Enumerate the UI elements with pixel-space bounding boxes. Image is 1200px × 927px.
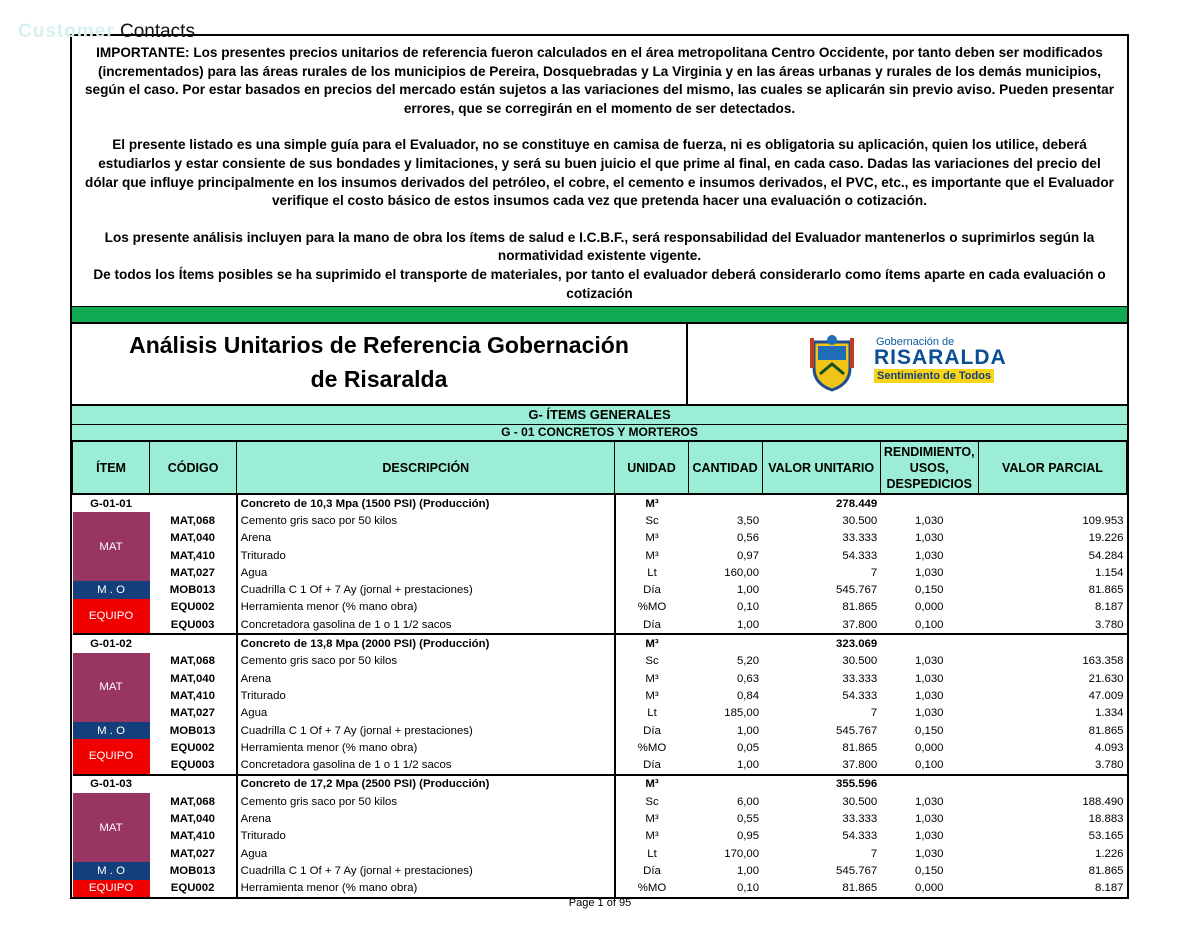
row-yield: 1,030	[915, 655, 944, 668]
row-description: Cemento gris saco por 50 kilos	[237, 793, 615, 810]
row-yield: 0,150	[915, 584, 944, 597]
row-unit: Lt	[615, 564, 688, 581]
row-yield: 1,030	[915, 795, 944, 808]
row-code: MAT,068	[170, 655, 215, 668]
row-quantity: 0,63	[736, 672, 760, 685]
row-yield: 1,030	[915, 549, 944, 562]
group-mo-label: M . O	[73, 722, 150, 739]
row-description: Agua	[237, 845, 615, 862]
row-code: EQU003	[170, 759, 215, 772]
row-yield: 0,100	[915, 759, 944, 772]
item-total: 323.069	[762, 634, 880, 652]
cell-empty	[688, 775, 762, 793]
table-row	[73, 862, 1127, 879]
row-unit: Día	[615, 616, 688, 634]
row-yield: 0,150	[915, 864, 944, 877]
row-description: Arena	[237, 530, 615, 547]
group-mat-label: MAT	[73, 653, 150, 722]
row-quantity: 6,00	[736, 795, 760, 808]
row-description: Herramienta menor (% mano obra)	[237, 739, 615, 756]
item-total: 355.596	[762, 775, 880, 793]
cell-empty	[880, 775, 978, 793]
row-yield: 1,030	[915, 532, 944, 545]
row-yield: 1,030	[915, 830, 944, 843]
row-partial-value: 1.334	[1094, 707, 1124, 720]
row-unit: M³	[615, 530, 688, 547]
row-unit-value: 7	[870, 707, 878, 720]
row-description: Triturado	[237, 547, 615, 564]
row-unit-value: 545.767	[836, 724, 878, 737]
row-unit: Sc	[615, 512, 688, 529]
row-quantity: 3,50	[736, 514, 760, 527]
row-quantity: 160,00	[724, 566, 760, 579]
row-partial-value: 21.630	[1088, 672, 1124, 685]
row-description: Concretadora gasolina de 1 o 1 1/2 sacos	[237, 756, 615, 774]
row-partial-value: 8.187	[1094, 882, 1124, 895]
row-yield: 1,030	[915, 514, 944, 527]
row-unit: Sc	[615, 793, 688, 810]
cell-empty	[150, 634, 237, 652]
row-quantity: 0,05	[736, 741, 760, 754]
row-unit: Lt	[615, 705, 688, 722]
row-quantity: 0,10	[736, 882, 760, 895]
table-row	[73, 739, 1127, 756]
table-row	[73, 828, 1127, 845]
cell-empty	[150, 775, 237, 793]
row-unit-value: 30.500	[842, 514, 878, 527]
row-yield: 0,100	[915, 618, 944, 631]
row-partial-value: 19.226	[1088, 532, 1124, 545]
row-description: Arena	[237, 670, 615, 687]
row-partial-value: 81.865	[1088, 584, 1124, 597]
table-row	[73, 756, 1127, 774]
row-quantity: 0,95	[736, 830, 760, 843]
notice-p1: Los presentes precios unitarios de referencia fueron calculados en el área metropolitana Centro Occidente, por tanto deben ser modificados (incrementados) para las áreas rurales de los municipios de Pereira, Dosquebradas y La Virginia y en las áreas urbanas y rurales de los demás municipios, según el caso. Por estar basados en precios del mercado están sujetos a las variaciones del mismo, las cuales se aplicarán sin previo aviso. Pueden presentar errores, que se corregirán en el momento de ser detectados.	[84, 45, 1115, 116]
cell-empty	[978, 634, 1126, 652]
row-description: Agua	[237, 564, 615, 581]
row-quantity: 1,00	[736, 864, 760, 877]
row-code: MAT,068	[170, 795, 215, 808]
row-description: Cuadrilla C 1 Of + 7 Ay (jornal + prestaciones)	[237, 722, 615, 739]
row-description: Arena	[237, 810, 615, 827]
row-code: MAT,410	[170, 549, 215, 562]
row-unit-value: 30.500	[842, 655, 878, 668]
cell-empty	[978, 494, 1126, 512]
brand-part1: Customer	[18, 21, 115, 42]
item-unit: M³	[615, 775, 688, 793]
row-yield: 0,000	[915, 741, 944, 754]
logo-top-text: Gobernación de	[876, 336, 955, 348]
group-mo-label: M . O	[73, 862, 150, 879]
table-header-row	[73, 441, 1127, 494]
row-unit: %MO	[615, 599, 688, 616]
page-footer: Page 1 of 95	[568, 897, 632, 909]
row-partial-value: 54.284	[1088, 549, 1124, 562]
row-partial-value: 4.093	[1094, 741, 1124, 754]
row-unit: Día	[615, 722, 688, 739]
row-unit-value: 81.865	[842, 882, 878, 895]
row-partial-value: 47.009	[1088, 689, 1124, 702]
row-quantity: 1,00	[736, 618, 760, 631]
table-row	[73, 793, 1127, 810]
group-equipo-label: EQUIPO	[73, 880, 150, 897]
row-quantity: 185,00	[724, 707, 760, 720]
notice-p4: De todos los Ítems posibles se ha suprimido el transporte de materiales, por tanto el evaluador deberá considerarlo como ítems aparte en cada evaluación o cotización	[93, 266, 1106, 301]
col-codigo: CÓDIGO	[150, 441, 237, 494]
document-sheet	[70, 34, 1129, 899]
title-line2: de Risaralda	[310, 366, 448, 392]
item-code: G-01-02	[73, 634, 150, 652]
cell-empty	[880, 634, 978, 652]
row-description: Concretadora gasolina de 1 o 1 1/2 sacos	[237, 616, 615, 634]
row-unit-value: 545.767	[836, 864, 878, 877]
row-unit-value: 7	[870, 566, 878, 579]
row-unit-value: 545.767	[836, 584, 878, 597]
table-row	[73, 616, 1127, 634]
row-unit: Lt	[615, 845, 688, 862]
notice-lead: IMPORTANTE:	[96, 45, 190, 60]
logo-slogan: Sentimiento de Todos	[874, 369, 994, 383]
row-code: MAT,410	[170, 689, 215, 702]
row-partial-value: 1.226	[1094, 847, 1124, 860]
row-yield: 1,030	[915, 566, 944, 579]
gobernacion-logo	[688, 324, 1127, 404]
group-mo-label: M . O	[73, 581, 150, 598]
row-unit-value: 81.865	[842, 601, 878, 614]
item-header-row	[73, 494, 1127, 512]
row-partial-value: 18.883	[1088, 812, 1124, 825]
row-description: Cemento gris saco por 50 kilos	[237, 512, 615, 529]
row-unit-value: 7	[870, 847, 878, 860]
item-unit: M³	[615, 634, 688, 652]
col-descripcion: DESCRIPCIÓN	[237, 441, 615, 494]
table-row	[73, 687, 1127, 704]
row-description: Triturado	[237, 687, 615, 704]
item-description: Concreto de 10,3 Mpa (1500 PSI) (Producción)	[237, 494, 615, 512]
row-partial-value: 109.953	[1082, 514, 1124, 527]
item-description: Concreto de 13,8 Mpa (2000 PSI) (Producción)	[237, 634, 615, 652]
row-yield: 0,000	[915, 882, 944, 895]
group-equipo-label: EQUIPO	[73, 599, 150, 635]
cell-empty	[150, 494, 237, 512]
row-partial-value: 81.865	[1088, 864, 1124, 877]
group-mat-label: MAT	[73, 512, 150, 581]
table-row	[73, 581, 1127, 598]
item-unit: M³	[615, 494, 688, 512]
row-quantity: 5,20	[736, 655, 760, 668]
row-code: MAT,410	[170, 830, 215, 843]
row-unit: M³	[615, 828, 688, 845]
row-yield: 1,030	[915, 707, 944, 720]
row-code: MAT,040	[170, 672, 215, 685]
row-description: Agua	[237, 705, 615, 722]
row-unit: M³	[615, 687, 688, 704]
row-unit: Día	[615, 756, 688, 774]
brand-watermark	[18, 22, 195, 42]
subsection-title: G - 01 CONCRETOS Y MORTEROS	[72, 424, 1127, 440]
section-title: G- ÍTEMS GENERALES	[72, 404, 1127, 424]
item-header-row	[73, 634, 1127, 652]
row-description: Cuadrilla C 1 Of + 7 Ay (jornal + prestaciones)	[237, 862, 615, 879]
row-yield: 1,030	[915, 689, 944, 702]
row-unit-value: 54.333	[842, 549, 878, 562]
group-mat-label: MAT	[73, 793, 150, 862]
row-description: Herramienta menor (% mano obra)	[237, 599, 615, 616]
page-title	[72, 324, 688, 404]
row-partial-value: 3.780	[1094, 759, 1124, 772]
table-row	[73, 653, 1127, 670]
row-partial-value: 53.165	[1088, 830, 1124, 843]
notice-p3: Los presente análisis incluyen para la mano de obra los ítems de salud e I.C.B.F., será responsabilidad del Evaluador mantenerlos o suprimirlos según la normatividad existente vigente.	[104, 229, 1095, 264]
row-unit: %MO	[615, 880, 688, 897]
row-unit: Día	[615, 862, 688, 879]
title-box	[72, 322, 1127, 404]
row-description: Cemento gris saco por 50 kilos	[237, 653, 615, 670]
item-code: G-01-01	[73, 494, 150, 512]
row-description: Herramienta menor (% mano obra)	[237, 880, 615, 897]
row-code: EQU003	[170, 618, 215, 631]
row-quantity: 170,00	[724, 847, 760, 860]
cell-empty	[688, 494, 762, 512]
table-row	[73, 564, 1127, 581]
table-body	[73, 494, 1127, 897]
row-unit-value: 54.333	[842, 830, 878, 843]
row-unit: M³	[615, 670, 688, 687]
row-code: EQU002	[170, 741, 215, 754]
row-quantity: 0,10	[736, 601, 760, 614]
row-unit: M³	[615, 810, 688, 827]
row-code: MOB013	[169, 724, 216, 737]
row-quantity: 0,84	[736, 689, 760, 702]
col-cantidad: CANTIDAD	[688, 441, 762, 494]
row-code: MAT,027	[170, 847, 215, 860]
row-code: EQU002	[170, 601, 215, 614]
table-row	[73, 845, 1127, 862]
row-code: MOB013	[169, 864, 216, 877]
green-divider	[72, 306, 1127, 322]
item-header-row	[73, 775, 1127, 793]
row-code: MOB013	[169, 584, 216, 597]
table-row	[73, 547, 1127, 564]
row-unit-value: 81.865	[842, 741, 878, 754]
row-quantity: 0,97	[736, 549, 760, 562]
row-partial-value: 188.490	[1082, 795, 1124, 808]
row-unit: Día	[615, 581, 688, 598]
row-code: MAT,040	[170, 532, 215, 545]
notice-block	[72, 36, 1127, 306]
row-quantity: 1,00	[736, 724, 760, 737]
row-unit-value: 30.500	[842, 795, 878, 808]
row-yield: 0,000	[915, 601, 944, 614]
table-row	[73, 880, 1127, 897]
table-row	[73, 599, 1127, 616]
row-unit-value: 33.333	[842, 532, 878, 545]
title-line1: Análisis Unitarios de Referencia Gobernación	[129, 332, 629, 358]
row-yield: 1,030	[915, 672, 944, 685]
item-description: Concreto de 17,2 Mpa (2500 PSI) (Producción)	[237, 775, 615, 793]
row-unit: Sc	[615, 653, 688, 670]
item-code: G-01-03	[73, 775, 150, 793]
row-unit-value: 33.333	[842, 812, 878, 825]
row-unit-value: 54.333	[842, 689, 878, 702]
row-description: Triturado	[237, 828, 615, 845]
col-rendimiento: RENDIMIENTO, USOS, DESPEDICIOS	[880, 441, 978, 494]
row-quantity: 0,55	[736, 812, 760, 825]
table-row	[73, 512, 1127, 529]
cell-empty	[688, 634, 762, 652]
notice-p2: El presente listado es una simple guía para el Evaluador, no se constituye en camisa de fuerza, ni es obligatoria su aplicación, quien los utilice, deberá estudiarlos y estar consiente de sus bondades y limitaciones, y será su buen juicio el que prime al final, en cada caso. Dadas las variaciones del precio del dólar que influye principalmente en los insumos derivados del petróleo, el cobre, el cemento e insumos derivados, el PVC, etc., es importante que el Evaluador verifique el costo básico de estos insumos cada vez que pretenda hacer una evaluación o cotización.	[85, 137, 1114, 209]
table-row	[73, 705, 1127, 722]
table-row	[73, 722, 1127, 739]
row-quantity: 1,00	[736, 759, 760, 772]
table-row	[73, 530, 1127, 547]
row-yield: 0,150	[915, 724, 944, 737]
logo-name: RISARALDA	[874, 346, 1007, 369]
row-yield: 1,030	[915, 812, 944, 825]
table-row	[73, 810, 1127, 827]
row-quantity: 1,00	[736, 584, 760, 597]
row-partial-value: 8.187	[1094, 601, 1124, 614]
row-code: MAT,040	[170, 812, 215, 825]
row-partial-value: 1.154	[1094, 566, 1124, 579]
row-partial-value: 3.780	[1094, 618, 1124, 631]
row-partial-value: 81.865	[1088, 724, 1124, 737]
col-valor-parcial: VALOR PARCIAL	[978, 441, 1126, 494]
row-description: Cuadrilla C 1 Of + 7 Ay (jornal + prestaciones)	[237, 581, 615, 598]
cell-empty	[978, 775, 1126, 793]
row-code: MAT,068	[170, 514, 215, 527]
col-valor-unitario: VALOR UNITARIO	[762, 441, 880, 494]
table-row	[73, 670, 1127, 687]
cell-empty	[880, 494, 978, 512]
analysis-table	[72, 440, 1127, 897]
row-code: MAT,027	[170, 707, 215, 720]
col-unidad: UNIDAD	[615, 441, 688, 494]
row-unit: %MO	[615, 739, 688, 756]
col-item: ÍTEM	[73, 441, 150, 494]
row-quantity: 0,56	[736, 532, 760, 545]
row-code: MAT,027	[170, 566, 215, 579]
row-unit-value: 37.800	[842, 618, 878, 631]
row-yield: 1,030	[915, 847, 944, 860]
row-unit-value: 37.800	[842, 759, 878, 772]
shield-icon	[808, 334, 856, 392]
group-equipo-label: EQUIPO	[73, 739, 150, 775]
row-unit: M³	[615, 547, 688, 564]
brand-part2: Contacts	[114, 21, 195, 42]
item-total: 278.449	[762, 494, 880, 512]
row-code: EQU002	[170, 882, 215, 895]
row-partial-value: 163.358	[1082, 655, 1124, 668]
row-unit-value: 33.333	[842, 672, 878, 685]
